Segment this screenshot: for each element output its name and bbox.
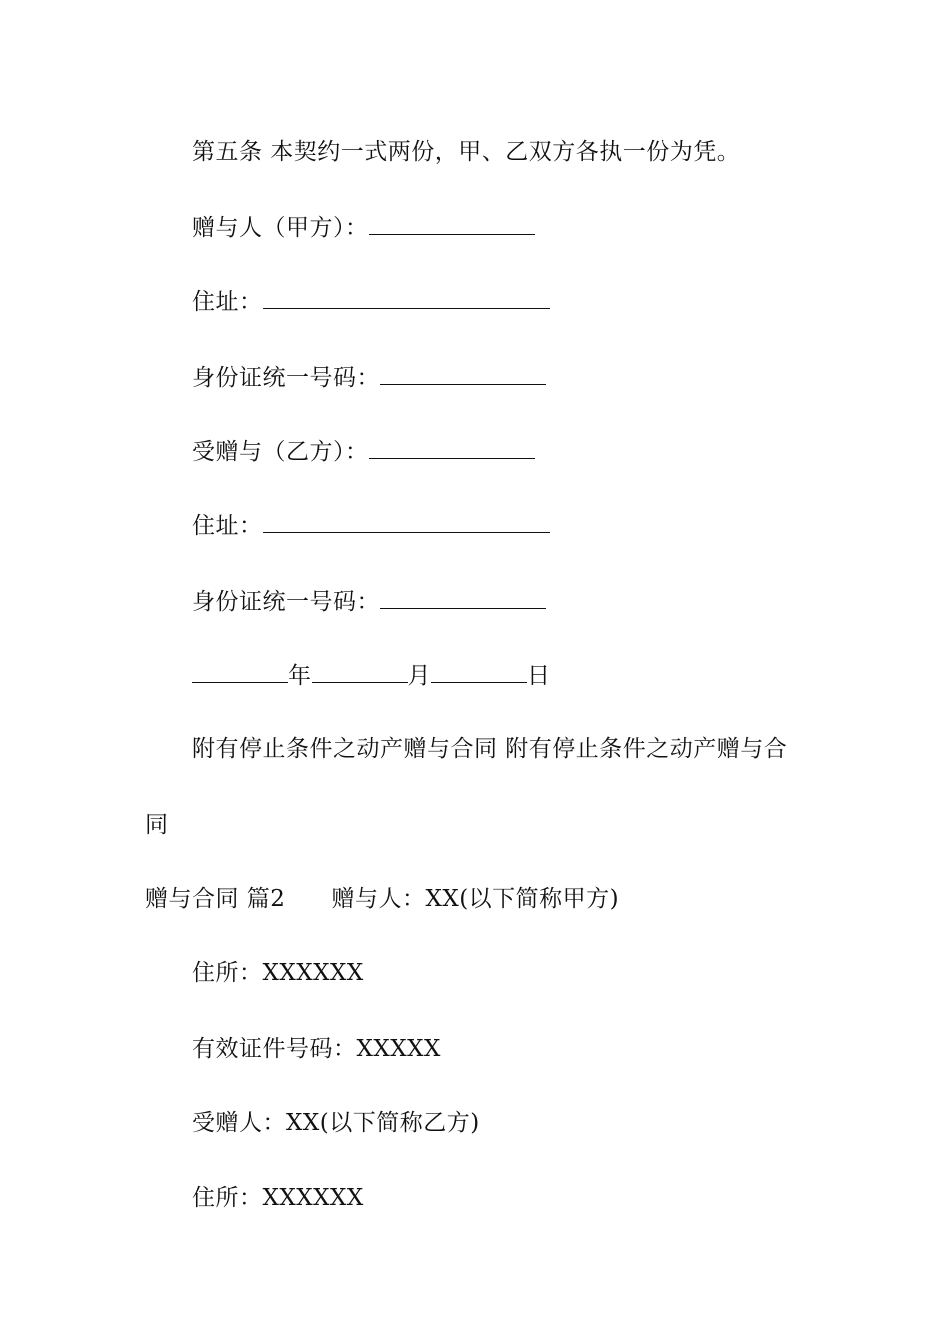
donee-line	[192, 1108, 480, 1138]
day-label: 日	[527, 663, 551, 689]
donor-cert: 有效证件号码：XXXXX	[192, 1036, 441, 1062]
attached-title-text-2: 同	[145, 812, 169, 838]
donor-cert-line	[192, 1034, 441, 1064]
month-blank[interactable]	[312, 660, 408, 683]
donee-address-blank[interactable]	[263, 510, 550, 533]
donee-address-field	[192, 510, 550, 541]
donee-id-field	[192, 586, 546, 617]
month-label: 月	[407, 663, 431, 689]
donee-residence-line	[192, 1183, 364, 1213]
section-2-donor: 赠与人：XX(以下简称甲方)	[331, 886, 620, 912]
donor-id-field	[192, 362, 546, 393]
donee-id-label: 身份证统一号码：	[192, 589, 380, 615]
attached-title-line-2	[145, 810, 169, 840]
section-2-heading-line	[145, 884, 619, 914]
donor-field	[192, 212, 535, 243]
donor-residence: 住所：XXXXXX	[192, 960, 364, 986]
donor-address-label: 住址：	[192, 289, 263, 315]
article-5-label: 第五条 本契约一式两份，甲、乙双方各执一份为凭。	[192, 139, 741, 165]
donee-address-label: 住址：	[192, 513, 263, 539]
donor-label: 赠与人（甲方）：	[192, 215, 369, 241]
attached-title-line-1	[192, 734, 787, 764]
donor-address-blank[interactable]	[263, 286, 550, 309]
article-5-text	[192, 137, 740, 167]
donor-residence-line	[192, 958, 364, 988]
donee-residence: 住所：XXXXXX	[192, 1185, 364, 1211]
donor-id-label: 身份证统一号码：	[192, 365, 380, 391]
donor-id-blank[interactable]	[380, 362, 546, 385]
donor-address-field	[192, 286, 550, 317]
year-blank[interactable]	[192, 660, 288, 683]
donee-text: 受赠人：XX(以下简称乙方)	[192, 1110, 480, 1136]
donee-blank[interactable]	[369, 436, 535, 459]
donee-field	[192, 436, 535, 467]
year-label: 年	[288, 663, 312, 689]
donee-label: 受赠与（乙方）：	[192, 439, 369, 465]
day-blank[interactable]	[431, 660, 527, 683]
donee-id-blank[interactable]	[380, 586, 546, 609]
donor-blank[interactable]	[369, 212, 535, 235]
date-field	[192, 660, 551, 691]
section-2-heading: 赠与合同 篇2	[145, 886, 286, 912]
attached-title-text-1: 附有停止条件之动产赠与合同 附有停止条件之动产赠与合	[192, 736, 788, 762]
